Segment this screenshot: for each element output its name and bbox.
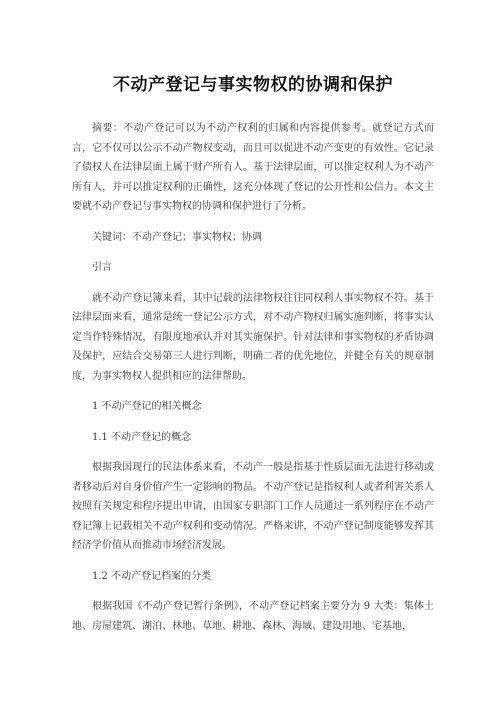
section-1-2-heading: 1.2 不动产登记档案的分类 <box>92 570 212 582</box>
section-1-1-heading: 1.1 不动产登记的概念 <box>92 431 192 443</box>
section-1-heading: 1 不动产登记的相关概念 <box>92 401 202 412</box>
intro-paragraph: 就不动产登记簿来看，其中记载的法律物权往往同权利人事实物权不符。基于法律层面来看，通常是统一登记公示方式，对不动产物权归属实施判断，将事实认定当作特殊情况，有限度地承认并对其实施保护。针对法律和事实物权的矛盾协调及保护，应结合交易第三人进行判断，明确二者的优先地位，并健全有关的规章制度，为事实物权人提供相应的法律帮助。 <box>72 292 434 382</box>
section-1-2-paragraph: 根据我国《不动产登记暂行条例》，不动产登记档案主要分为 9 大类：集体土地、房屋建筑、湖泊、林地、草地、耕地、森林、海域、建设用地、宅基地， <box>72 601 434 632</box>
keywords-line: 关键词：不动产登记；事实物权；协调 <box>92 231 262 243</box>
section-1-1-paragraph: 根据我国现行的民法体系来看，不动产一般是指基于性质层面无法进行移动或者移动后对自身价值产生一定影响的物品。不动产登记是指权利人或者利害关系人按照有关规定和程序提出申请，由国家专职部门工作人员通过一系列程序在不动产登记簿上记载相关不动产权利和变动情况。严格来讲，不动产登记制度能够发挥其经济学价值从而推动市场经济发展。 <box>72 462 434 551</box>
abstract-paragraph: 摘要：不动产登记可以为不动产权利的归属和内容提供参考。就登记方式而言，它不仅可以公示不动产物权变动，而且可以促进不动产变更的有效性。它记录了债权人在法律层面上属于财产所有人。基于法律层面，可以推定权利人为不动产所有人，并可以推定权利的正确性，这充分体现了登记的公开性和公信力。本文主要就不动产登记与事实物权的协调和保护进行了分析。 <box>72 123 434 212</box>
intro-heading: 引言 <box>92 262 112 273</box>
document-title: 不动产登记与事实物权的协调和保护 <box>113 75 393 95</box>
